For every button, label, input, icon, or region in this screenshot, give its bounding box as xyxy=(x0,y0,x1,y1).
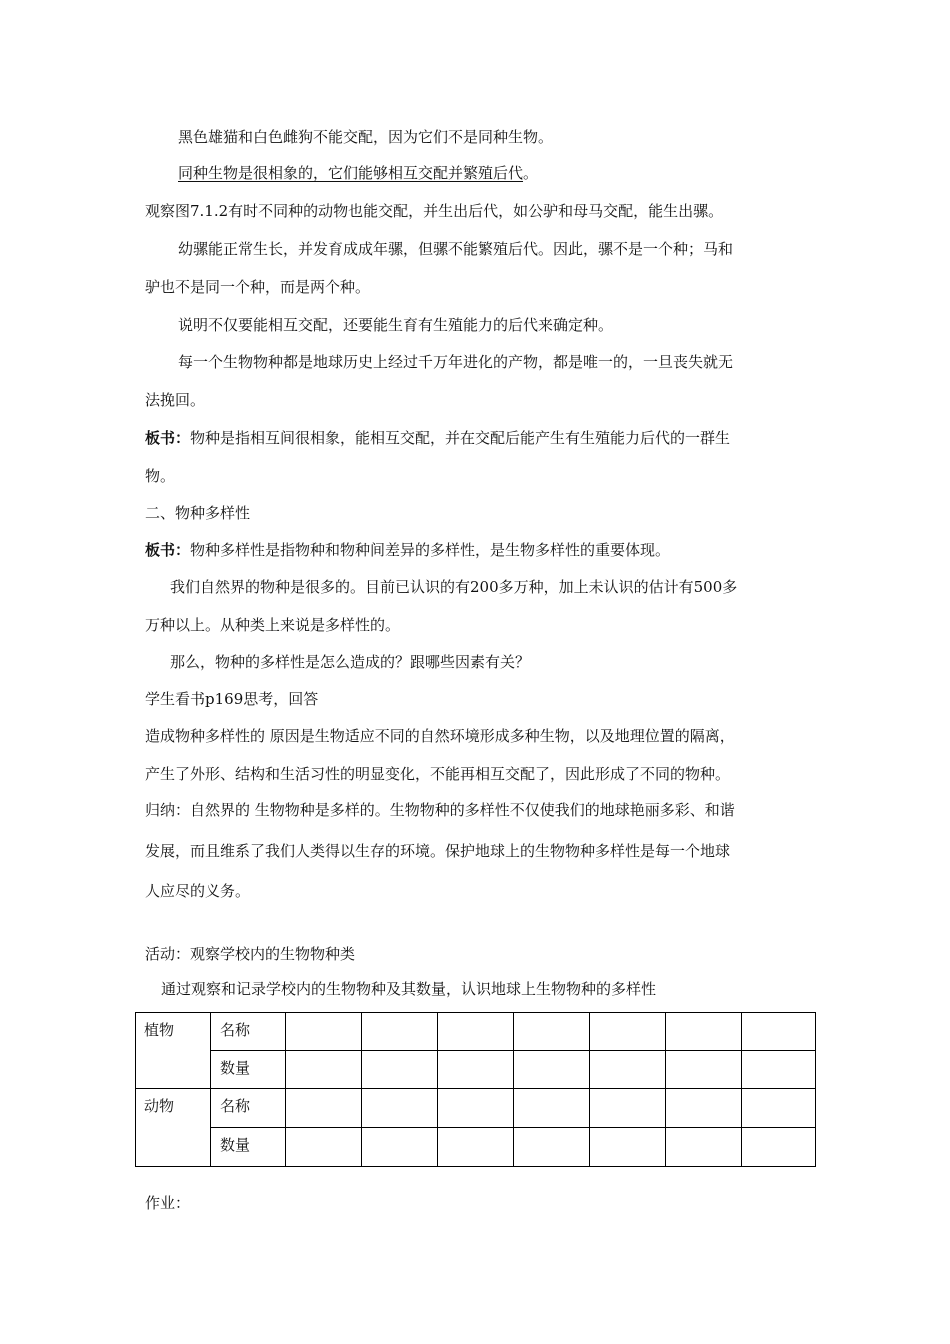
paragraph-species-count-line-2: 万种以上。从种类上来说是多样性的。 xyxy=(145,616,401,634)
table-cell[interactable] xyxy=(742,1013,816,1051)
table-cell[interactable] xyxy=(742,1051,816,1089)
table-cell[interactable] xyxy=(362,1013,438,1051)
table-cell[interactable] xyxy=(362,1051,438,1089)
table-cell[interactable] xyxy=(590,1128,666,1167)
board-note-species-line-1: 板书：物种是指相互间很相象，能相互交配，并在交配后能产生有生殖能力后代的一群生 xyxy=(145,429,731,447)
table-cell[interactable] xyxy=(514,1089,590,1128)
table-row xyxy=(136,1089,816,1128)
paragraph-cat-dog: 黑色雄猫和白色雌狗不能交配，因为它们不是同种生物。 xyxy=(178,128,554,146)
category-plant: 植物 xyxy=(136,1013,211,1089)
table-cell[interactable] xyxy=(590,1013,666,1051)
table-cell[interactable] xyxy=(438,1089,514,1128)
table-cell[interactable] xyxy=(362,1089,438,1128)
table-cell[interactable] xyxy=(438,1051,514,1089)
table-cell[interactable] xyxy=(286,1089,362,1128)
underlined-definition: 同种生物是很相象的，它们能够相互交配并繁殖后代 xyxy=(178,164,524,182)
table-cell[interactable] xyxy=(666,1013,742,1051)
table-cell[interactable] xyxy=(286,1051,362,1089)
paragraph-student-task: 学生看书p169思考，回答 xyxy=(145,690,319,708)
observation-table xyxy=(135,1012,816,1167)
table-row xyxy=(136,1013,816,1051)
table-cell[interactable] xyxy=(286,1128,362,1167)
paragraph-cause-line-1: 造成物种多样性的 原因是生物适应不同的自然环境形成多种生物，以及地理位置的隔离， xyxy=(145,727,735,745)
paragraph-summary-line-1: 归纳：自然界的 生物物种是多样的。生物物种的多样性不仅使我们的地球艳丽多彩、和谐 xyxy=(145,801,735,819)
section-heading: 二、物种多样性 xyxy=(145,504,251,522)
paragraph-explanation: 说明不仅要能相互交配，还要能生育有生殖能力的后代来确定种。 xyxy=(178,316,614,334)
table-cell[interactable] xyxy=(590,1089,666,1128)
row-label-count: 数量 xyxy=(211,1128,286,1167)
paragraph-summary-line-3: 人应尽的义务。 xyxy=(145,882,251,900)
board-note-species-line-2: 物。 xyxy=(145,467,176,485)
board-label: 板书： xyxy=(145,429,191,447)
table-cell[interactable] xyxy=(666,1089,742,1128)
paragraph-unique-line-1: 每一个生物物种都是地球历史上经过千万年进化的产物，都是唯一的，一旦丧失就无 xyxy=(178,353,734,371)
paragraph-species-count-line-1: 我们自然界的物种是很多的。目前已认识的有200多万种，加上未认识的估计有500多 xyxy=(170,578,738,596)
table-cell[interactable] xyxy=(590,1051,666,1089)
paragraph-same-species xyxy=(178,163,538,183)
paragraph-summary-line-2: 发展，而且维系了我们人类得以生存的环境。保护地球上的生物物种多样性是每一个地球 xyxy=(145,842,731,860)
row-label-name: 名称 xyxy=(211,1013,286,1051)
category-animal: 动物 xyxy=(136,1089,211,1167)
table-cell[interactable] xyxy=(666,1051,742,1089)
paragraph-mule-observation: 观察图7.1.2有时不同种的动物也能交配，并生出后代，如公驴和母马交配，能生出骡。 xyxy=(145,202,724,220)
activity-title: 活动：观察学校内的生物物种类 xyxy=(145,945,356,963)
activity-description: 通过观察和记录学校内的生物物种及其数量，认识地球上生物物种的多样性 xyxy=(161,980,657,998)
period: 。 xyxy=(523,164,539,182)
paragraph-cause-line-2: 产生了外形、结构和生活习性的明显变化，不能再相互交配了，因此形成了不同的物种。 xyxy=(145,765,731,783)
row-label-name: 名称 xyxy=(211,1089,286,1128)
paragraph-mule-line-1: 幼骡能正常生长，并发育成成年骡，但骡不能繁殖后代。因此，骡不是一个种；马和 xyxy=(178,240,734,258)
paragraph-unique-line-2: 法挽回。 xyxy=(145,391,206,409)
board-note-diversity: 板书：物种多样性是指物种和物种间差异的多样性，是生物多样性的重要体现。 xyxy=(145,541,671,559)
table-cell[interactable] xyxy=(514,1051,590,1089)
table-cell[interactable] xyxy=(438,1013,514,1051)
table-cell[interactable] xyxy=(438,1128,514,1167)
row-label-count: 数量 xyxy=(211,1051,286,1089)
board-label: 板书： xyxy=(145,541,191,559)
table-cell[interactable] xyxy=(514,1013,590,1051)
homework-heading: 作业： xyxy=(145,1194,191,1212)
table-row xyxy=(136,1051,816,1089)
table-cell[interactable] xyxy=(362,1128,438,1167)
paragraph-question: 那么，物种的多样性是怎么造成的？跟哪些因素有关？ xyxy=(170,653,531,671)
table-row xyxy=(136,1128,816,1167)
table-cell[interactable] xyxy=(666,1128,742,1167)
table-cell[interactable] xyxy=(742,1089,816,1128)
table-cell[interactable] xyxy=(514,1128,590,1167)
paragraph-mule-line-2: 驴也不是同一个种，而是两个种。 xyxy=(145,278,371,296)
table-cell[interactable] xyxy=(742,1128,816,1167)
table-cell[interactable] xyxy=(286,1013,362,1051)
